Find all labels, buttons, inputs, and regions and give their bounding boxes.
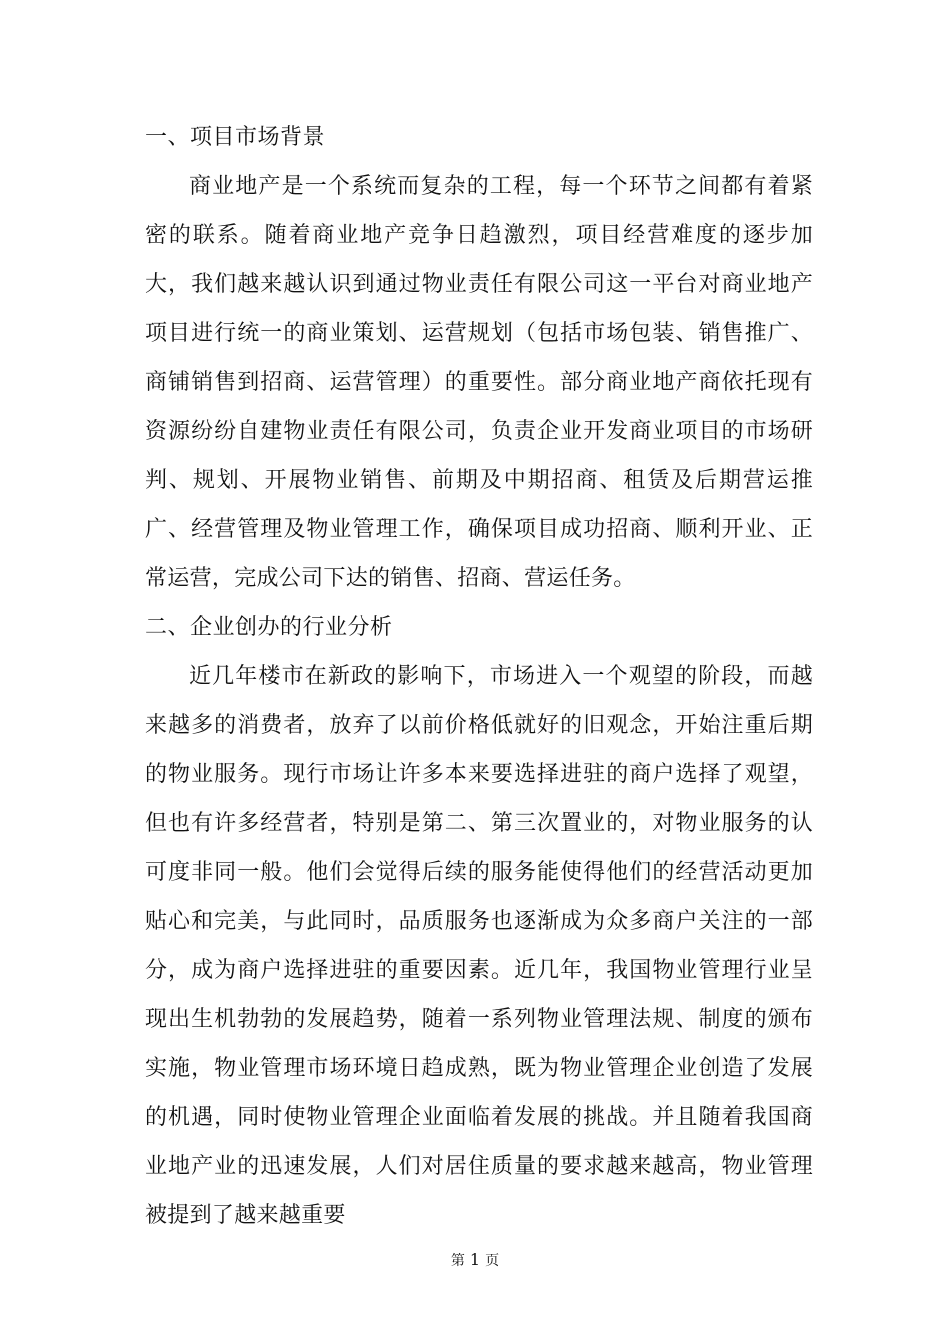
page-number: 1 (469, 1250, 481, 1269)
section-heading-market-background: 一、项目市场背景 (145, 125, 326, 150)
section-heading-industry-analysis: 二、企业创办的行业分析 (145, 615, 393, 640)
footer-suffix: 页 (485, 1253, 500, 1269)
document-body (145, 113, 813, 1240)
page-footer (0, 1250, 950, 1270)
section-paragraph-industry-analysis: 近几年楼市在新政的影响下，市场进入一个观望的阶段，而越来越多的消费者，放弃了以前价格低就好的旧观念，开始注重后期的物业服务。现行市场让许多本来要选择进驻的商户选择了观望，但也有许多经营者，特别是第二、第三次置业的，对物业服务的认可度非同一般。他们会觉得后续的服务能使得他们的经营活动更加贴心和完美，与此同时，品质服务也逐渐成为众多商户关注的一部分，成为商户选择进驻的重要因素。近几年，我国物业管理行业呈现出生机勃勃的发展趋势，随着一系列物业管理法规、制度的颁布实施，物业管理市场环境日趋成熟，既为物业管理企业创造了发展的机遇，同时使物业管理企业面临着发展的挑战。并且随着我国商业地产业的迅速发展，人们对居住质量的要求越来越高，物业管理被提到了越来越重要 (145, 664, 813, 1228)
footer-prefix: 第 (450, 1253, 465, 1269)
section-paragraph-market-background: 商业地产是一个系统而复杂的工程，每一个环节之间都有着紧密的联系。随着商业地产竞争日趋激烈，项目经营难度的逐步加大，我们越来越认识到通过物业责任有限公司这一平台对商业地产项目进行统一的商业策划、运营规划（包括市场包装、销售推广、商铺销售到招商、运营管理）的重要性。部分商业地产商依托现有资源纷纷自建物业责任有限公司，负责企业开发商业项目的市场研判、规划、开展物业销售、前期及中期招商、租赁及后期营运推广、经营管理及物业管理工作，确保项目成功招商、顺利开业、正常运营，完成公司下达的销售、招商、营运任务。 (145, 174, 813, 591)
